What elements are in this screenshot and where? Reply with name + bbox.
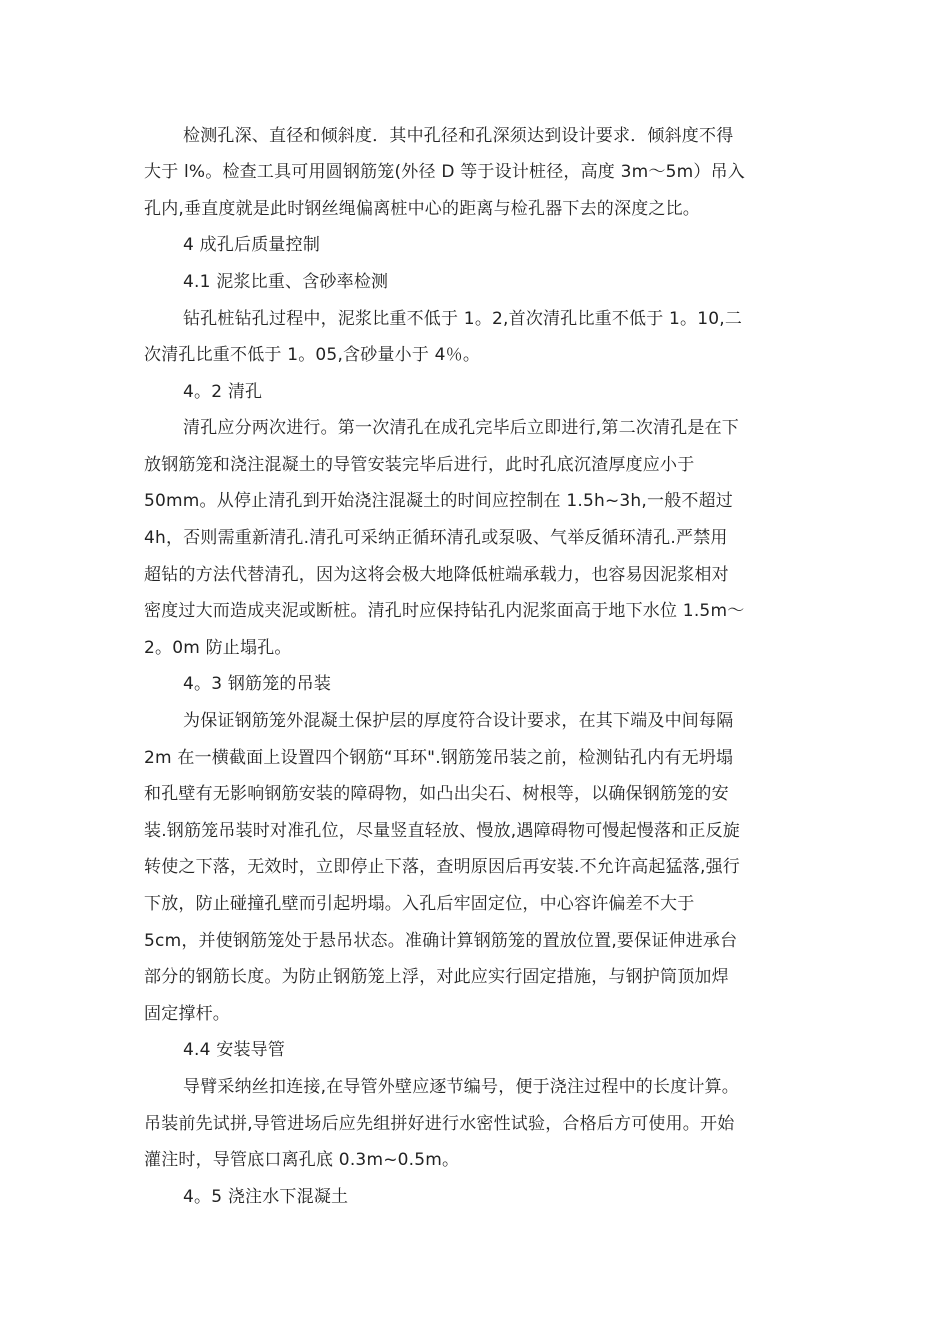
text-line: 清孔应分两次进行。第一次清孔在成孔完毕后立即进行,第二次清孔是在下 — [183, 418, 740, 438]
text-line: 5cm，并使钢筋笼处于悬吊状态。准确计算钢筋笼的置放位置,要保证伸进承台 — [144, 931, 738, 951]
text-line: 超钻的方法代替清孔，因为这将会极大地降低桩端承载力，也容易因泥浆相对 — [144, 565, 729, 585]
text-line: 转使之下落，无效时，立即停止下落，查明原因后再安装.不允许高起猛落,强行 — [144, 857, 741, 877]
text-line: 部分的钢筋长度。为防止钢筋笼上浮，对此应实行固定措施，与钢护筒顶加焊 — [144, 967, 729, 987]
text-line: 密度过大而造成夹泥或断桩。清孔时应保持钻孔内泥浆面高于地下水位 1.5m～ — [144, 601, 745, 621]
text-line: 50mm。从停止清孔到开始浇注混凝土的时间应控制在 1.5h~3h,一般不超过 — [144, 491, 734, 511]
text-line: 放钢筋笼和浇注混凝土的导管安装完毕后进行，此时孔底沉渣厚度应小于 — [144, 455, 695, 475]
subsection-heading: 4。3 钢筋笼的吊装 — [183, 674, 332, 694]
text-line: 装.钢筋笼吊装时对准孔位，尽量竖直轻放、慢放,遇障碍物可慢起慢落和正反旋 — [144, 821, 741, 841]
subsection-heading: 4.1 泥浆比重、含砂率检测 — [183, 272, 389, 292]
text-line: 大于 l%。检查工具可用圆钢筋笼(外径 D 等于设计桩径，高度 3m～5m）吊入 — [144, 162, 745, 182]
text-line: 吊装前先试拼,导管进场后应先组拼好进行水密性试验，合格后方可使用。开始 — [144, 1114, 735, 1134]
text-line: 灌注时，导管底口离孔底 0.3m~0.5m。 — [144, 1150, 460, 1170]
text-line: 孔内,垂直度就是此时钢丝绳偏离桩中心的距离与检孔器下去的深度之比。 — [144, 199, 701, 219]
text-line: 4h，否则需重新清孔.清孔可采纳正循环清孔或泵吸、气举反循环清孔.严禁用 — [144, 528, 728, 548]
subsection-heading: 4。2 清孔 — [183, 382, 263, 402]
section-heading: 4 成孔后质量控制 — [183, 235, 321, 255]
text-line: 2m 在一横截面上设置四个钢筋“耳环".钢筋笼吊装之前，检测钻孔内有无坍塌 — [144, 748, 734, 768]
subsection-heading: 4.4 安装导管 — [183, 1040, 286, 1060]
text-line: 检测孔深、直径和倾斜度．其中孔径和孔深须达到设计要求．倾斜度不得 — [183, 126, 734, 146]
text-line: 为保证钢筋笼外混凝土保护层的厚度符合设计要求，在其下端及中间每隔 — [183, 711, 734, 731]
text-line: 下放，防止碰撞孔壁而引起坍塌。入孔后牢固定位，中心容许偏差不大于 — [144, 894, 695, 914]
text-line: 导臂采纳丝扣连接,在导管外壁应逐节编号，便于浇注过程中的长度计算。 — [183, 1077, 740, 1097]
text-line: 2。0m 防止塌孔。 — [144, 638, 292, 658]
text-line: 固定撑杆。 — [144, 1004, 230, 1024]
text-line: 钻孔桩钻孔过程中，泥浆比重不低于 1。2,首次清孔比重不低于 1。10,二 — [183, 309, 743, 329]
text-line: 次清孔比重不低于 1。05,含砂量小于 4％。 — [144, 345, 481, 365]
text-line: 和孔壁有无影响钢筋安装的障碍物，如凸出尖石、树根等，以确保钢筋笼的安 — [144, 784, 729, 804]
subsection-heading: 4。5 浇注水下混凝土 — [183, 1187, 349, 1207]
